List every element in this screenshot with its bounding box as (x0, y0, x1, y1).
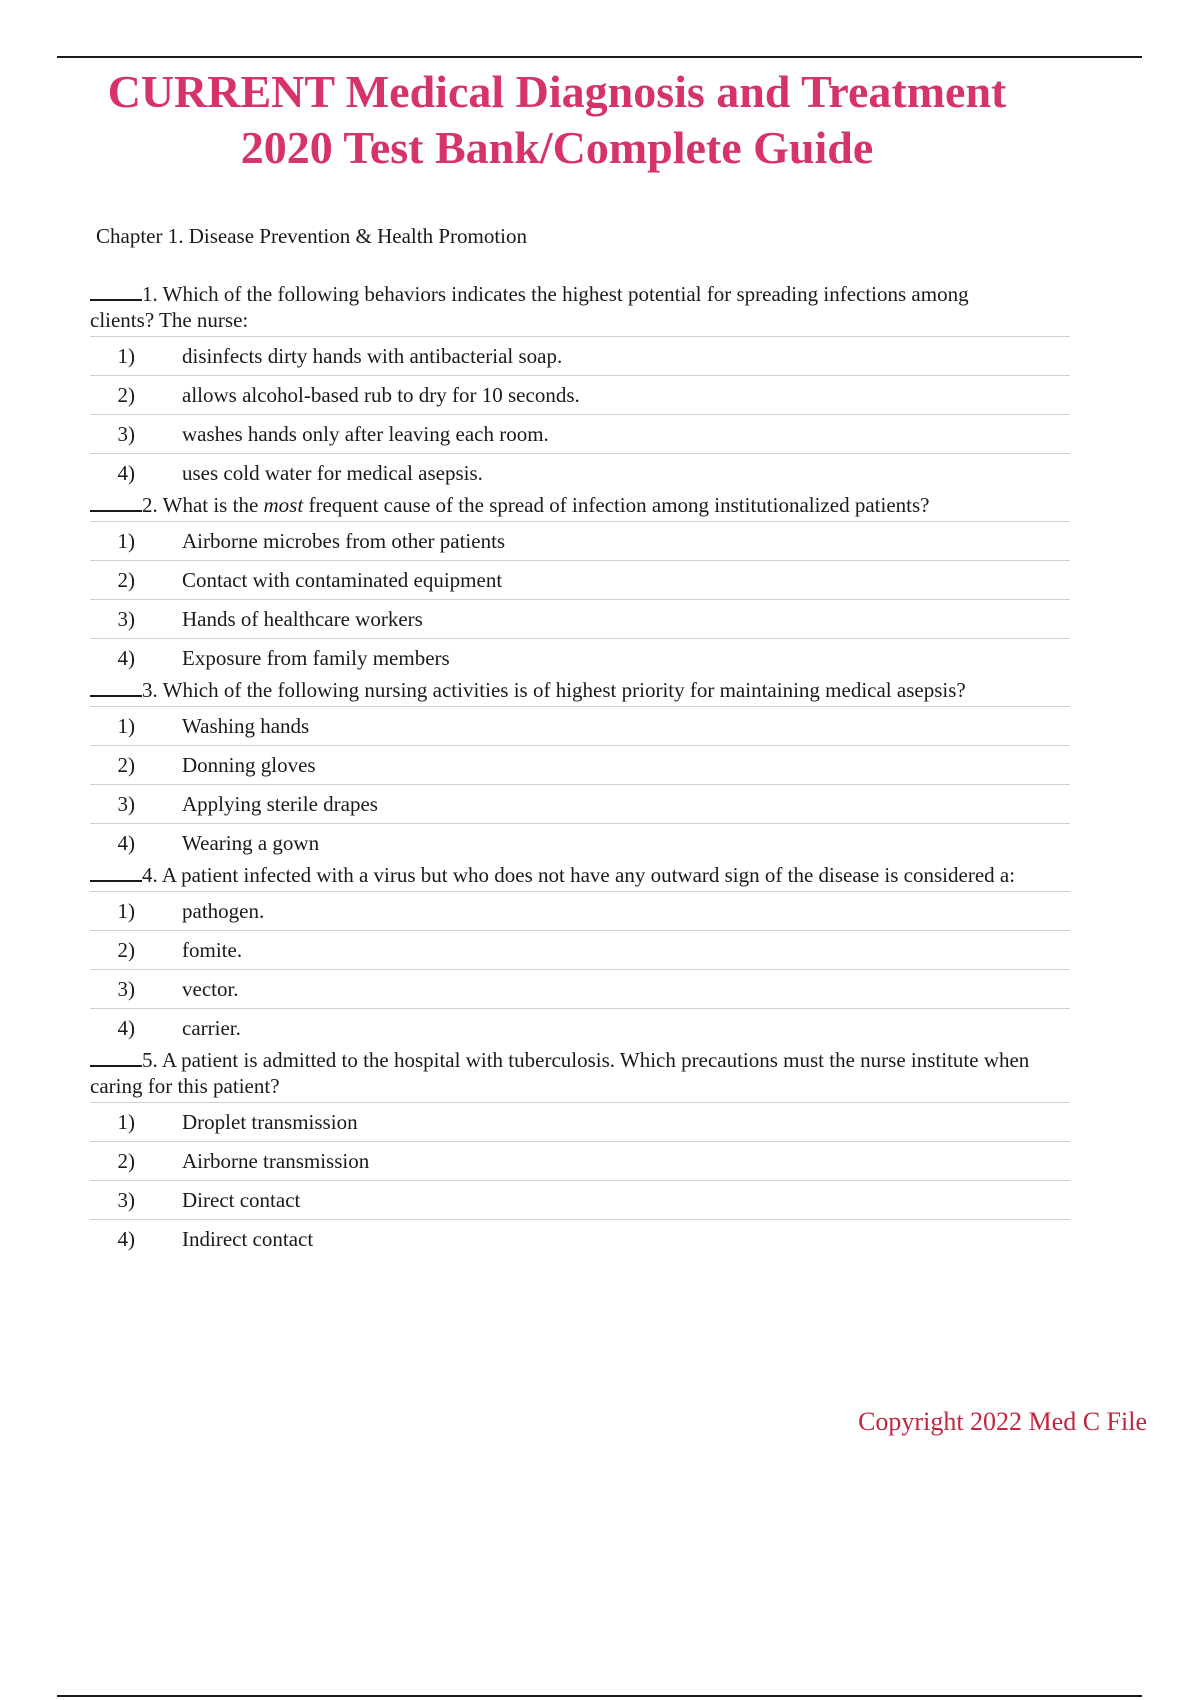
question-item (90, 492, 1070, 677)
answer-option (90, 746, 1070, 785)
question-list (90, 281, 1070, 1258)
option-number: 4) (117, 830, 135, 855)
answer-option (90, 600, 1070, 639)
option-number: 3) (117, 421, 135, 446)
answer-blank[interactable] (90, 492, 142, 512)
question-stem (90, 1047, 1070, 1103)
option-list (90, 707, 1070, 862)
option-number: 4) (117, 460, 135, 485)
option-number: 1) (117, 1109, 135, 1134)
option-list (90, 337, 1070, 492)
option-text: vector. (182, 976, 239, 1001)
option-text: Applying sterile drapes (182, 791, 378, 816)
answer-blank[interactable] (90, 1047, 142, 1067)
answer-option (90, 824, 1070, 862)
answer-blank[interactable] (90, 677, 142, 697)
question-stem (90, 492, 1070, 522)
document-title (57, 64, 1057, 176)
answer-option (90, 1181, 1070, 1220)
answer-option (90, 337, 1070, 376)
answer-option (90, 785, 1070, 824)
option-text: Hands of healthcare workers (182, 606, 423, 631)
answer-blank[interactable] (90, 862, 142, 882)
option-text: Washing hands (182, 713, 310, 738)
option-number: 1) (117, 528, 135, 553)
answer-option (90, 1103, 1070, 1142)
answer-option (90, 1220, 1070, 1258)
option-number: 3) (117, 606, 135, 631)
option-text: washes hands only after leaving each room. (182, 421, 549, 446)
option-list (90, 522, 1070, 677)
question-text-continued: frequent cause of the spread of infection among institutionalized patients? (303, 493, 930, 517)
option-text: Contact with contaminated equipment (182, 567, 503, 592)
question-item (90, 1047, 1070, 1258)
option-number: 2) (117, 937, 135, 962)
option-number: 3) (117, 1187, 135, 1212)
answer-option (90, 1142, 1070, 1181)
question-text: 2. What is the (142, 493, 264, 517)
option-text: Donning gloves (182, 752, 316, 777)
question-item (90, 281, 1070, 492)
answer-option (90, 892, 1070, 931)
answer-option (90, 561, 1070, 600)
question-text: 3. Which of the following nursing activities is of highest priority for maintaining medical asepsis? (142, 678, 966, 702)
answer-option (90, 415, 1070, 454)
chapter-heading: Chapter 1. Disease Prevention & Health Promotion (96, 224, 528, 248)
answer-option (90, 707, 1070, 746)
answer-option (90, 931, 1070, 970)
option-text: Airborne microbes from other patients (182, 528, 506, 553)
option-number: 4) (117, 1015, 135, 1040)
option-number: 2) (117, 382, 135, 407)
answer-option (90, 639, 1070, 677)
option-number: 3) (117, 791, 135, 816)
option-text: fomite. (182, 937, 243, 962)
option-number: 3) (117, 976, 135, 1001)
answer-option (90, 454, 1070, 492)
option-text: carrier. (182, 1015, 241, 1040)
option-text: Airborne transmission (182, 1148, 370, 1173)
option-number: 4) (117, 1226, 135, 1251)
option-number: 2) (117, 1148, 135, 1173)
option-list (90, 1103, 1070, 1258)
option-number: 1) (117, 343, 135, 368)
option-text: Exposure from family members (182, 645, 450, 670)
option-text: disinfects dirty hands with antibacterial soap. (182, 343, 563, 368)
answer-option (90, 376, 1070, 415)
question-item (90, 677, 1070, 862)
bottom-rule (57, 1695, 1142, 1697)
question-text: 4. A patient infected with a virus but who does not have any outward sign of the disease is considered a: (142, 863, 1016, 887)
option-number: 1) (117, 898, 135, 923)
question-item (90, 862, 1070, 1047)
option-number: 2) (117, 567, 135, 592)
question-text: 1. Which of the following behaviors indicates the highest potential for spreading infections among clients? The nurse: (90, 282, 969, 332)
answer-option (90, 970, 1070, 1009)
option-text: Wearing a gown (182, 830, 320, 855)
option-text: Indirect contact (182, 1226, 314, 1251)
option-number: 2) (117, 752, 135, 777)
question-emphasis: most (263, 493, 304, 517)
option-text: Droplet transmission (182, 1109, 358, 1134)
option-text: allows alcohol-based rub to dry for 10 seconds. (182, 382, 580, 407)
answer-option (90, 522, 1070, 561)
option-text: pathogen. (182, 898, 265, 923)
top-rule (57, 56, 1142, 58)
question-stem (90, 677, 1070, 707)
question-text: 5. A patient is admitted to the hospital with tuberculosis. Which precautions must the nurse institute when caring for this patient? (90, 1048, 1030, 1098)
question-stem (90, 862, 1070, 892)
title-line-1: CURRENT Medical Diagnosis and Treatment (107, 66, 1007, 117)
question-stem (90, 281, 1070, 337)
option-number: 1) (117, 713, 135, 738)
option-number: 4) (117, 645, 135, 670)
option-list (90, 892, 1070, 1047)
answer-option (90, 1009, 1070, 1047)
option-text: Direct contact (182, 1187, 301, 1212)
copyright-notice: Copyright 2022 Med C File (858, 1407, 1147, 1436)
option-text: uses cold water for medical asepsis. (182, 460, 483, 485)
title-line-2: 2020 Test Bank/Complete Guide (240, 122, 874, 173)
answer-blank[interactable] (90, 281, 142, 301)
